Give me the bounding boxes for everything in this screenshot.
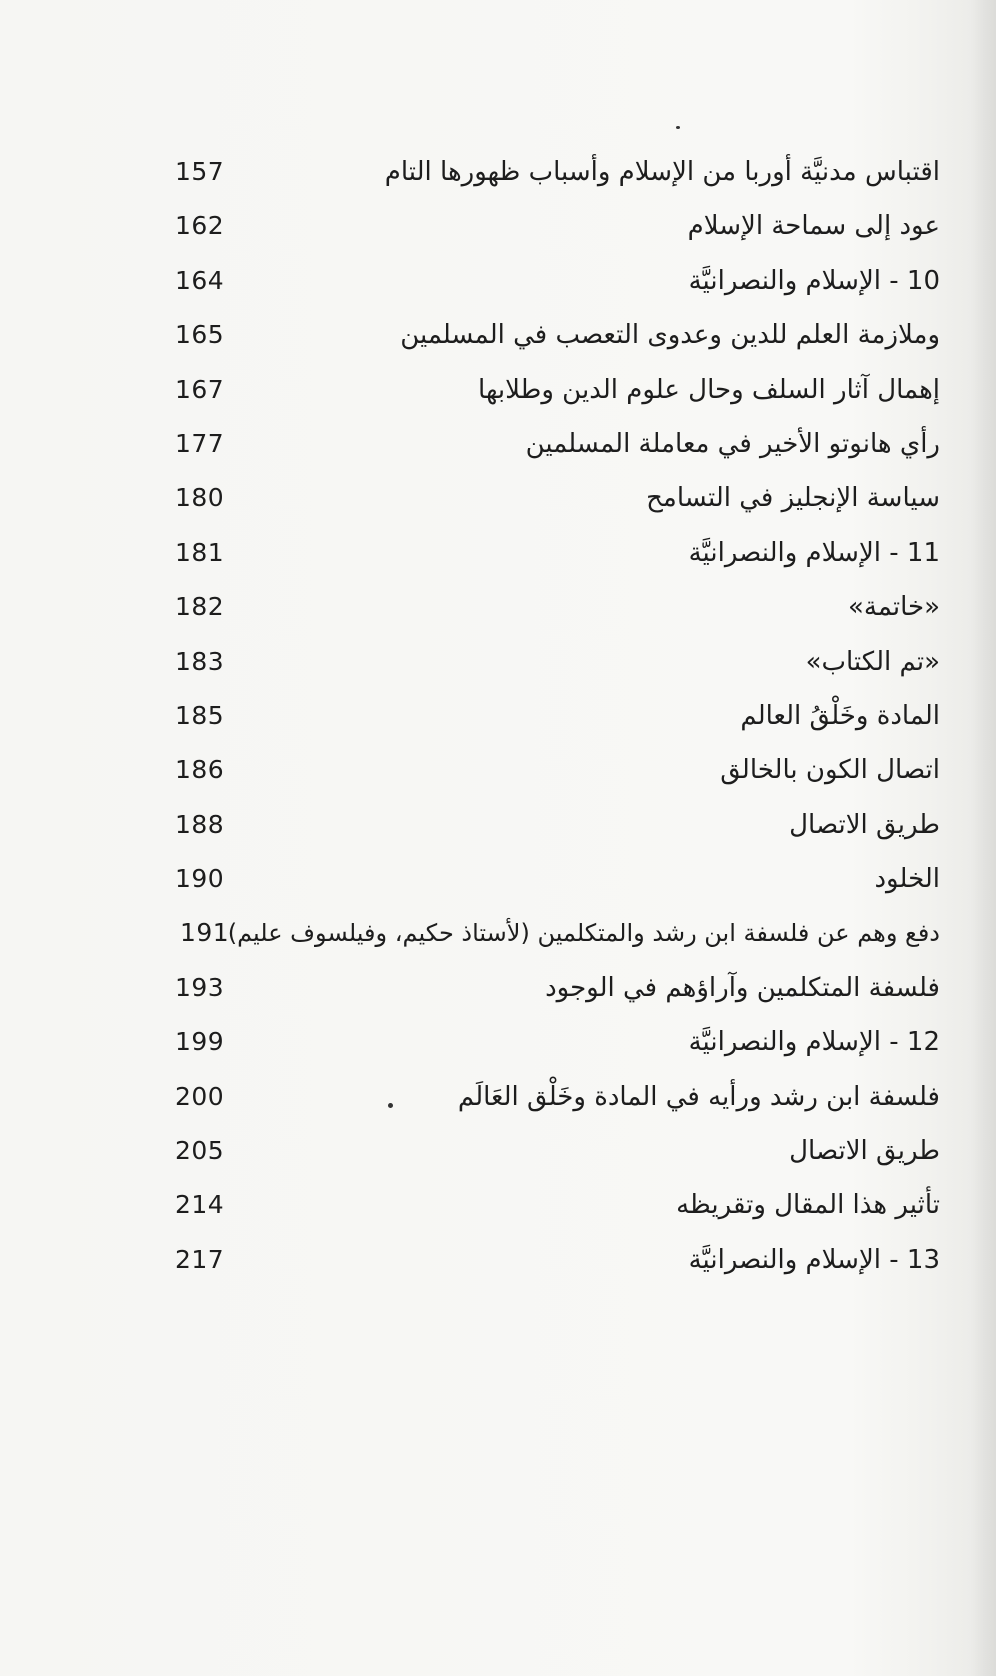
page-edge-shadow xyxy=(970,0,996,1676)
toc-entry-title: فلسفة ابن رشد ورأيه في المادة وخَلْق العَالَم xyxy=(457,1081,940,1112)
toc-entry xyxy=(160,642,940,696)
toc-entry-page: 188 xyxy=(175,809,225,839)
toc-entry-title: «خاتمة» xyxy=(847,592,940,623)
toc-entry-page: 181 xyxy=(175,537,225,567)
toc-entry xyxy=(160,533,940,587)
toc-entry xyxy=(160,206,940,260)
toc-entry-title: 10 - الإسلام والنصرانيَّة xyxy=(688,265,940,296)
toc-entry-page: 199 xyxy=(175,1027,225,1057)
toc-entry-title: المادة وخَلْقُ العالم xyxy=(740,700,940,731)
toc-entry-page: 162 xyxy=(175,211,225,241)
toc-entry xyxy=(160,1240,940,1294)
toc-entry-title: دفع وهم عن فلسفة ابن رشد والمتكلمين (لأستاذ حكيم، وفيلسوف عليم) xyxy=(227,919,940,948)
toc-entry xyxy=(160,1131,940,1185)
toc-entry xyxy=(160,750,940,804)
toc-entry-title: الخلود xyxy=(874,864,940,895)
toc-entry-title: 12 - الإسلام والنصرانيَّة xyxy=(688,1027,940,1058)
toc-entry xyxy=(160,968,940,1022)
toc-entry xyxy=(160,424,940,478)
toc-entry-title: فلسفة المتكلمين وآراؤهم في الوجود xyxy=(545,972,940,1003)
toc-entry-page: 214 xyxy=(175,1190,225,1220)
toc-entry xyxy=(160,696,940,750)
toc-entry xyxy=(160,913,940,967)
toc-entry xyxy=(160,1022,940,1076)
toc-entry-page: 217 xyxy=(175,1244,225,1274)
toc-entry-title: «تم الكتاب» xyxy=(805,646,940,677)
table-of-contents xyxy=(160,152,940,1294)
toc-entry-title: تأثير هذا المقال وتقريظه xyxy=(676,1190,940,1221)
toc-entry-page: 157 xyxy=(175,157,225,186)
toc-entry xyxy=(160,805,940,859)
toc-entry-page: 180 xyxy=(175,483,225,513)
toc-entry-title: طريق الاتصال xyxy=(789,809,940,840)
toc-entry-title: اقتباس مدنيَّة أوربا من الإسلام وأسباب ظهورها التام xyxy=(384,157,940,187)
toc-entry-title: 13 - الإسلام والنصرانيَّة xyxy=(688,1244,940,1275)
toc-entry-page: 193 xyxy=(175,972,225,1002)
toc-entry-title: رأي هانوتو الأخير في معاملة المسلمين xyxy=(525,428,940,459)
toc-entry xyxy=(160,152,940,206)
toc-entry xyxy=(160,587,940,641)
toc-entry xyxy=(160,1185,940,1239)
toc-entry-title: 11 - الإسلام والنصرانيَّة xyxy=(688,537,940,568)
toc-entry xyxy=(160,478,940,532)
toc-entry xyxy=(160,859,940,913)
toc-entry-page: 164 xyxy=(175,265,225,295)
toc-entry-page: 185 xyxy=(175,700,225,730)
toc-entry-page: 191 xyxy=(180,918,230,948)
toc-entry-title: طريق الاتصال xyxy=(789,1136,940,1167)
toc-entry-title: وملازمة العلم للدين وعدوى التعصب في المسلمين xyxy=(400,320,940,351)
toc-entry-page: 182 xyxy=(175,592,225,622)
toc-entry-page: 186 xyxy=(175,755,225,785)
toc-entry-title: إهمال آثار السلف وحال علوم الدين وطلابها xyxy=(478,374,940,405)
toc-entry-page: 205 xyxy=(175,1136,225,1166)
toc-entry-page: 165 xyxy=(175,320,225,350)
toc-entry xyxy=(160,370,940,424)
toc-entry-title: سياسة الإنجليز في التسامح xyxy=(646,483,940,514)
toc-entry-title: عود إلى سماحة الإسلام xyxy=(687,211,940,242)
toc-entry-page: 190 xyxy=(175,864,225,894)
toc-entry xyxy=(160,1077,940,1131)
toc-entry-page: 167 xyxy=(175,374,225,404)
toc-entry-page: 200 xyxy=(175,1081,225,1111)
toc-entry xyxy=(160,261,940,315)
ink-speck xyxy=(676,126,680,129)
toc-entry-page: 183 xyxy=(175,646,225,676)
toc-entry xyxy=(160,315,940,369)
toc-entry-title: اتصال الكون بالخالق xyxy=(720,755,940,786)
toc-entry-page: 177 xyxy=(175,428,225,458)
